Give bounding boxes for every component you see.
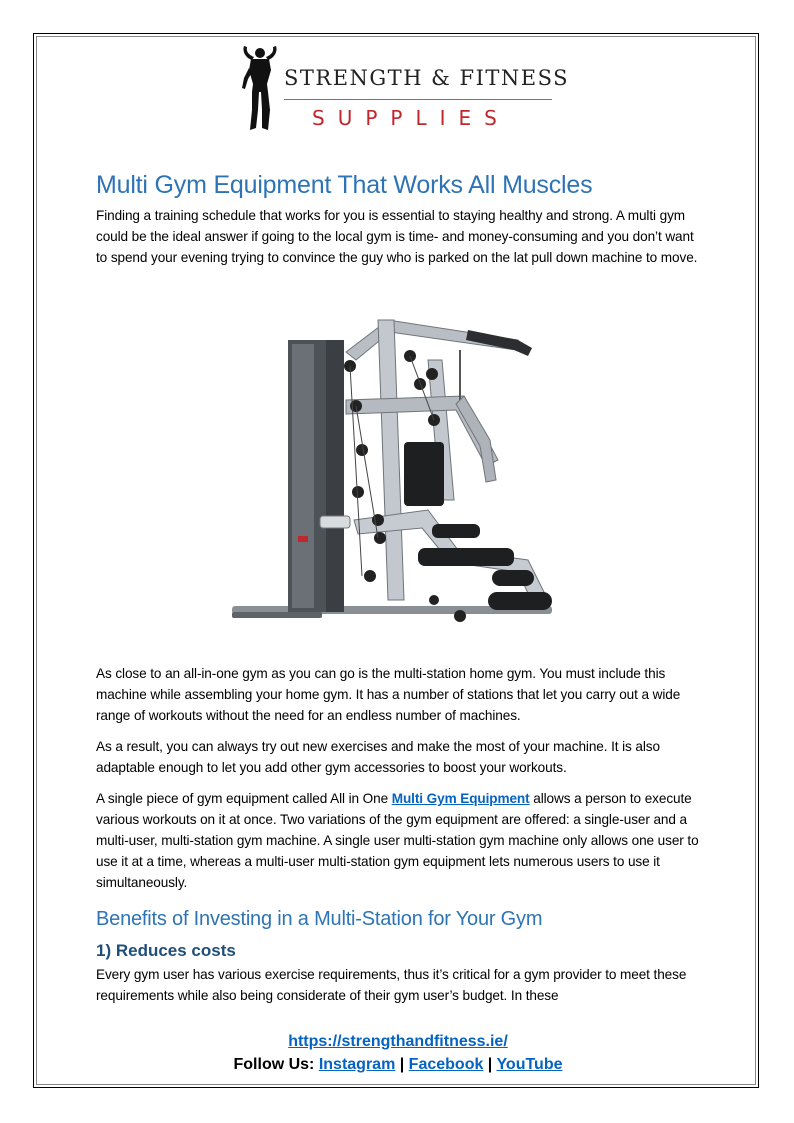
article-body	[96, 663, 700, 893]
subsection-heading: 1) Reduces costs	[96, 941, 236, 960]
separator: |	[395, 1056, 409, 1073]
intro-block	[96, 205, 700, 268]
para4-text-after: allows a person to execute various workouts on it at once. Two variations of the gym equipment are offered: a single-user and a multi-user, multi-station gym machine. A single user multi-station gym machine only allows one user to use it at a time, whereas a multi-user multi-station gym equipment lets numerous users to use it simultaneously.	[96, 791, 699, 890]
bodybuilder-silhouette-icon	[238, 44, 282, 134]
multi-gym-equipment-link[interactable]: Multi Gym Equipment	[391, 791, 530, 806]
logo-text-bottom: SUPPLIES	[312, 106, 510, 130]
facebook-link[interactable]: Facebook	[408, 1056, 484, 1073]
social-links	[96, 1053, 700, 1076]
body-paragraph-2: As close to an all-in-one gym as you can go is the multi-station home gym. You must include this machine while assembling your home gym. It has a number of stations that let you carry out a wide range of workouts without the need for an endless number of machines.	[96, 666, 681, 723]
brand-logo	[238, 44, 570, 136]
follow-label: Follow Us:	[233, 1056, 319, 1073]
article-header	[96, 170, 700, 200]
intro-paragraph: Finding a training schedule that works for you is essential to staying healthy and strong. A multi gym could be the ideal answer if going to the local gym is time- and money-consuming and you don’t want to spend your evening trying to convince the guy who is parked on the lat pull down machine to move.	[96, 208, 698, 265]
website-link[interactable]: https://strengthandfitness.ie/	[288, 1033, 508, 1050]
page-footer	[96, 1030, 700, 1076]
body-paragraph-4	[96, 788, 700, 893]
para4-text-before: A single piece of gym equipment called All in One	[96, 791, 392, 806]
body-paragraph-5: Every gym user has various exercise requirements, thus it’s critical for a gym provider to meet these requirements while also being considerate of their gym user’s budget. In these	[96, 967, 687, 1003]
benefits-section	[96, 906, 700, 1006]
page-title: Multi Gym Equipment That Works All Muscles	[96, 171, 593, 199]
instagram-link[interactable]: Instagram	[318, 1056, 396, 1073]
body-paragraph-3: As a result, you can always try out new exercises and make the most of your machine. It is also adaptable enough to let you add other gym accessories to boost your workouts.	[96, 739, 660, 775]
youtube-link[interactable]: YouTube	[496, 1056, 563, 1073]
logo-text-top: STRENGTH & FITNESS	[284, 66, 570, 90]
logo-divider	[284, 99, 552, 100]
separator: |	[483, 1056, 497, 1073]
multi-gym-machine-illustration	[228, 300, 564, 632]
section-heading: Benefits of Investing in a Multi-Station for Your Gym	[96, 908, 543, 930]
